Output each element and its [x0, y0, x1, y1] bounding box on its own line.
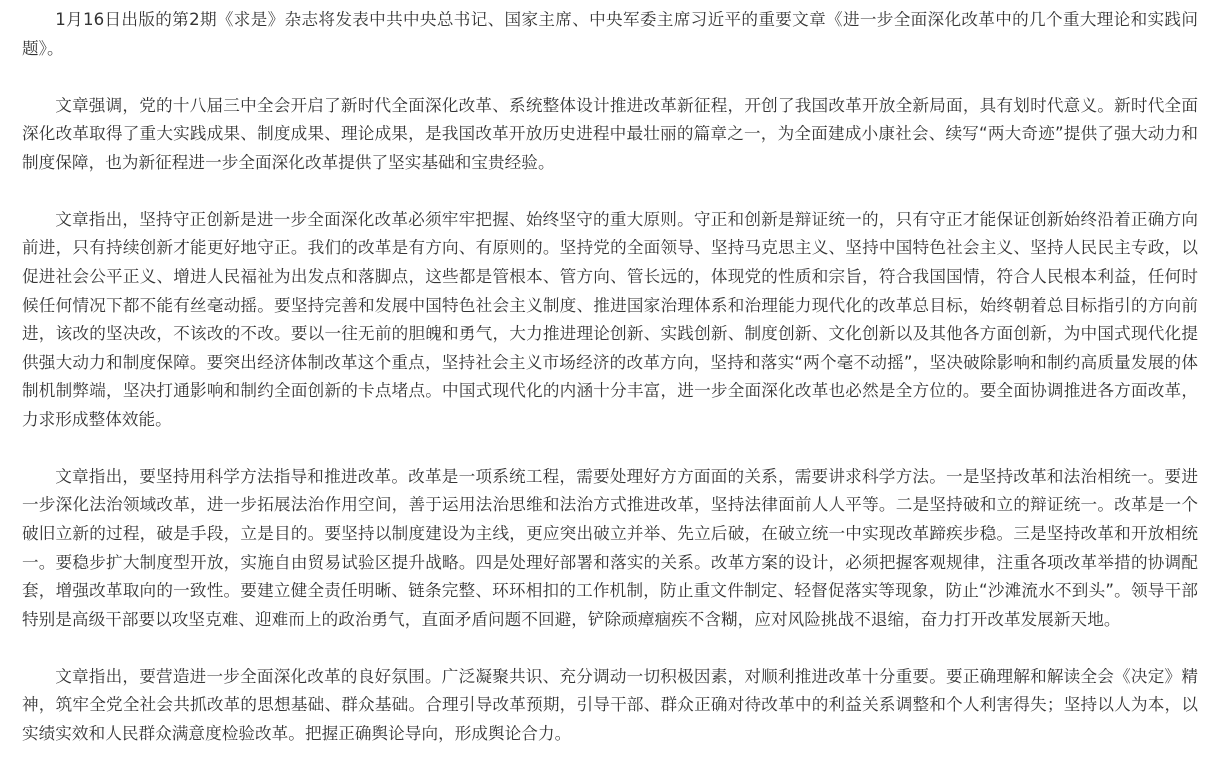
article-body: [22, 6, 1198, 777]
paragraph-reform-atmosphere: 文章指出，要营造进一步全面深化改革的良好氛围。广泛凝聚共识、充分调动一切积极因素，对顺利推进改革十分重要。要正确理解和解读全会《决定》精神，筑牢全党全社会共抓改革的思想基础、群众基础。合理引导改革预期，引导干部、群众正确对待改革中的利益关系调整和个人利害得失；坚持以人为本，以实绩实效和人民群众满意度检验改革。把握正确舆论导向，形成舆论合力。: [22, 666, 1198, 744]
paragraph-publication-notice: 1月16日出版的第2期《求是》杂志将发表中共中央总书记、国家主席、中央军委主席习近平的重要文章《进一步全面深化改革中的几个重大理论和实践问题》。: [22, 10, 1198, 58]
paragraph-scientific-methods: 文章指出，要坚持用科学方法指导和推进改革。改革是一项系统工程，需要处理好方方面面的关系，需要讲求科学方法。一是坚持改革和法治相统一。要进一步深化法治领域改革，进一步拓展法治作用空间，善于运用法治思维和法治方式推进改革，坚持法律面前人人平等。二是坚持破和立的辩证统一。改革是一个破旧立新的过程，破是手段，立是目的。要坚持以制度建设为主线，更应突出破立并举、先立后破，在破立统一中实现改革蹄疾步稳。三是坚持改革和开放相统一。要稳步扩大制度型开放，实施自由贸易试验区提升战略。四是处理好部署和落实的关系。改革方案的设计，必须把握客观规律，注重各项改革举措的协调配套，增强改革取向的一致性。要建立健全责任明晰、链条完整、环环相扣的工作机制，防止重文件制定、轻督促落实等现象，防止“沙滩流水不到头”。领导干部特别是高级干部要以攻坚克难、迎难而上的政治勇气，直面矛盾问题不回避，铲除顽瘴痼疾不含糊，应对风险挑战不退缩，奋力打开改革发展新天地。: [22, 466, 1198, 629]
paragraph-reform-achievements: 文章强调，党的十八届三中全会开启了新时代全面深化改革、系统整体设计推进改革新征程，开创了我国改革开放全新局面，具有划时代意义。新时代全面深化改革取得了重大实践成果、制度成果、理论成果，是我国改革开放历史进程中最壮丽的篇章之一，为全面建成小康社会、续写“两大奇迹”提供了强大动力和制度保障，也为新征程进一步全面深化改革提供了坚实基础和宝贵经验。: [22, 95, 1198, 172]
paragraph-integrity-innovation: 文章指出，坚持守正创新是进一步全面深化改革必须牢牢把握、始终坚守的重大原则。守正和创新是辩证统一的，只有守正才能保证创新始终沿着正确方向前进，只有持续创新才能更好地守正。我们的改革是有方向、有原则的。坚持党的全面领导、坚持马克思主义、坚持中国特色社会主义、坚持人民民主专政，以促进社会公平正义、增进人民福祉为出发点和落脚点，这些都是管根本、管方向、管长远的，体现党的性质和宗旨，符合我国国情，符合人民根本利益，任何时候任何情况下都不能有丝毫动摇。要坚持完善和发展中国特色社会主义制度、推进国家治理体系和治理能力现代化的改革总目标，始终朝着总目标指引的方向前进，该改的坚决改，不该改的不改。要以一往无前的胆魄和勇气，大力推进理论创新、实践创新、制度创新、文化创新以及其他各方面创新，为中国式现代化提供强大动力和制度保障。要突出经济体制改革这个重点，坚持社会主义市场经济的改革方向，坚持和落实“两个毫不动摇”，坚决破除影响和制约高质量发展的体制机制弊端，坚决打通影响和制约全面创新的卡点堵点。中国式现代化的内涵十分丰富，进一步全面深化改革也必然是全方位的。要全面协调推进各方面改革，力求形成整体效能。: [22, 209, 1198, 429]
